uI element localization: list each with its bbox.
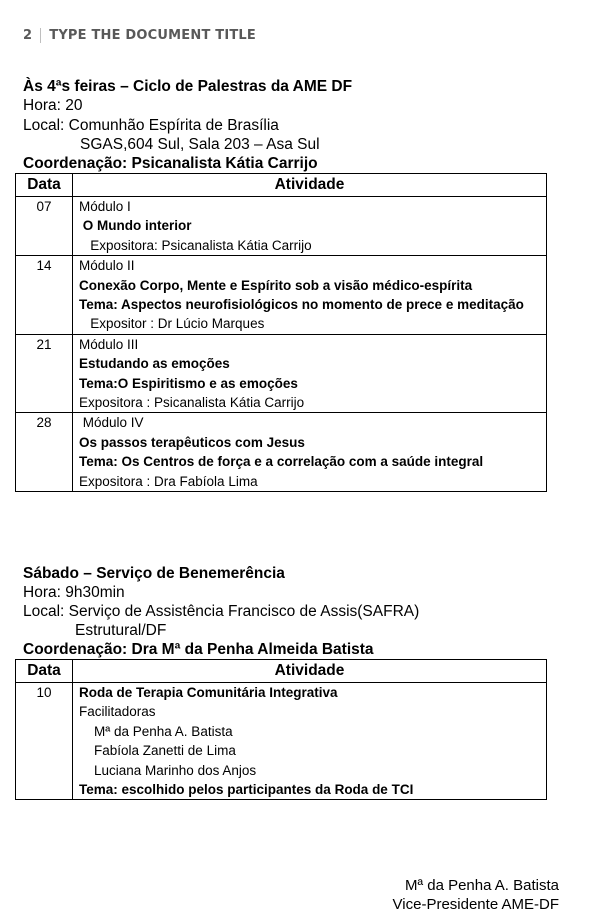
section2-heading: Sábado – Serviço de Benemerência [23,565,285,582]
activity-line: Módulo I [79,199,131,214]
activity-line: Expositora: Psicanalista Kátia Carrijo [79,237,312,253]
document-title: TYPE THE DOCUMENT TITLE [49,28,256,43]
section2-coordenacao: Coordenação: Dra Mª da Penha Almeida Batista [23,641,374,658]
page-header [23,28,256,43]
row-activity [73,683,547,800]
activity-line: Os passos terapêuticos com Jesus [79,434,305,450]
signature-role: Vice-Presidente AME-DF [392,896,559,913]
activity-line: Tema: escolhido pelos participantes da Roda de TCI [79,782,414,798]
activity-line: Luciana Marinho dos Anjos [79,762,257,778]
row-activity [73,413,547,492]
col-activity-header: Atividade [73,660,547,683]
row-date: 21 [16,334,73,413]
activity-line: Módulo IV [79,415,144,431]
section1-coordenacao: Coordenação: Psicanalista Kátia Carrijo [23,155,318,172]
row-date: 28 [16,413,73,492]
activity-line: Expositora : Dra Fabíola Lima [79,473,258,489]
table-row [16,256,547,335]
table-row [16,197,547,256]
schedule-table-2 [15,659,547,800]
activity-line: Tema: Os Centros de força e a correlação com a saúde integral [79,454,484,470]
col-activity-header: Atividade [73,174,547,197]
activity-line: Conexão Corpo, Mente e Espírito sob a visão médico-espírita [79,277,473,293]
activity-line: Estudando as emoções [79,356,230,372]
row-activity [73,256,547,335]
row-activity [73,334,547,413]
activity-line: Tema:O Espiritismo e as emoções [79,375,298,391]
table-row [16,334,547,413]
row-date: 07 [16,197,73,256]
section2-address: Estrutural/DF [75,622,167,639]
section2-hora: Hora: 9h30min [23,584,125,601]
row-date: 10 [16,683,73,800]
activity-line: Expositora : Psicanalista Kátia Carrijo [79,395,305,411]
activity-line: Tema: Aspectos neurofisiológicos no momento de prece e meditação [79,297,524,313]
section1-address: SGAS,604 Sul, Sala 203 – Asa Sul [80,136,320,153]
activity-line: Expositor : Dr Lúcio Marques [79,316,265,332]
col-date-header: Data [16,174,73,197]
row-activity [73,197,547,256]
activity-line: Módulo II [79,258,135,274]
table-row [16,413,547,492]
section1-local: Local: Comunhão Espírita de Brasília [23,117,279,134]
section2-local: Local: Serviço de Assistência Francisco de Assis(SAFRA) [23,603,420,620]
schedule-table-1 [15,173,547,492]
col-date-header: Data [16,660,73,683]
section1-hora: Hora: 20 [23,97,83,114]
activity-line: Mª da Penha A. Batista [79,723,233,739]
activity-line: Facilitadoras [79,704,156,720]
table-row [16,683,547,800]
page-number: 2 [23,28,41,43]
section1-heading: Às 4ªs feiras – Ciclo de Palestras da AME DF [23,78,353,95]
activity-line: O Mundo interior [79,218,192,234]
activity-line: Roda de Terapia Comunitária Integrativa [79,685,338,700]
row-date: 14 [16,256,73,335]
activity-line: Módulo III [79,336,139,352]
activity-line: Fabíola Zanetti de Lima [79,743,236,759]
signature-name: Mª da Penha A. Batista [405,877,559,894]
